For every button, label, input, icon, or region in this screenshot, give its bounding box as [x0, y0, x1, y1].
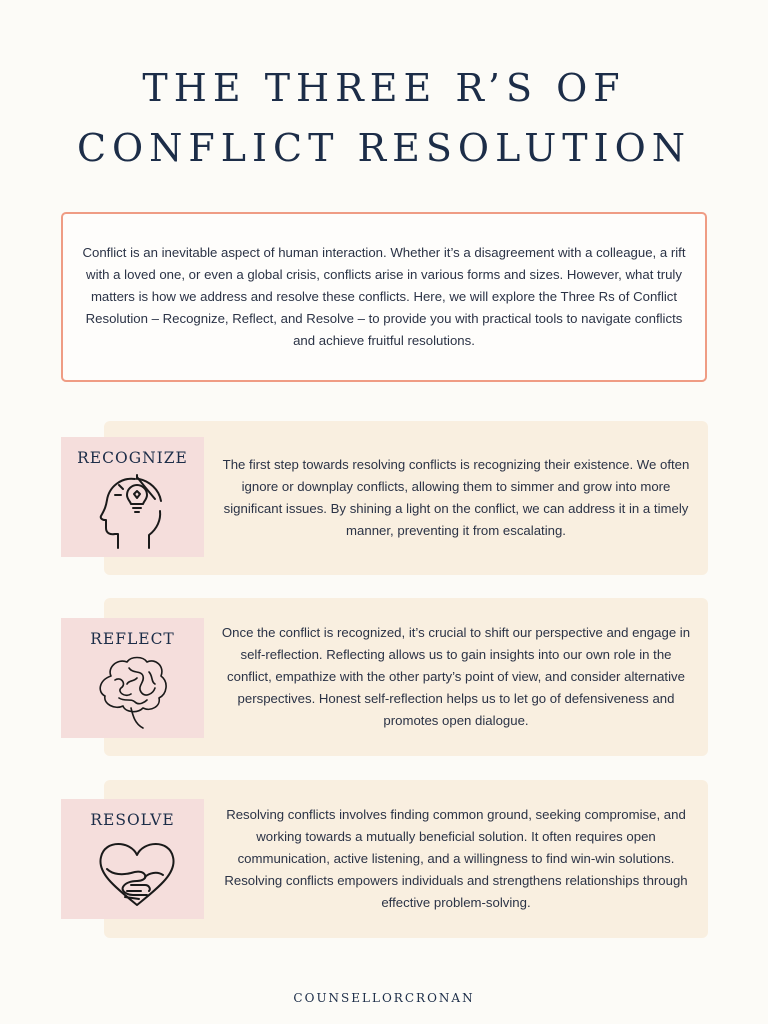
- heart-hug-icon: [97, 835, 177, 915]
- title-line-2: CONFLICT RESOLUTION: [76, 126, 692, 170]
- reflect-label: REFLECT: [90, 630, 175, 648]
- title-line-1: THE THREE R’S OF: [142, 66, 626, 110]
- reflect-text: Once the conflict is recognized, it’s crucial to shift our perspective and engage in self-reflection. Reflecting allows us to gain insights into our own role in the conflict, empathize with the other party’s point of view, and consider alternative perspectives. Honest self-reflection helps us to let go of defensiveness and promotes open dialogue.: [221, 625, 691, 728]
- resolve-text: Resolving conflicts involves finding common ground, seeking compromise, and working towards a mutually beneficial solution. It often requires open communication, active listening, and a willingness to find win-win solutions. Resolving conflicts empowers individuals and strengthens relationships through effective problem-solving.: [224, 807, 688, 910]
- resolve-label-box: [61, 799, 204, 919]
- reflect-label-box: [61, 618, 204, 738]
- head-lightbulb-icon: [97, 473, 169, 553]
- page-title: [0, 58, 768, 178]
- footer-brand: COUNSELLORCRONAN: [293, 991, 475, 1005]
- recognize-label: RECOGNIZE: [77, 449, 188, 467]
- recognize-label-box: [61, 437, 204, 557]
- intro-text: Conflict is an inevitable aspect of human interaction. Whether it’s a disagreement with a colleague, a rift with a loved one, or even a global crisis, conflicts arise in various forms and sizes. However, what truly matters is how we address and resolve these conflicts. Here, we will explore the Three Rs of Conflict Resolution – Recognize, Reflect, and Resolve – to provide you with practical tools to navigate conflicts and achieve fruitful resolutions.: [82, 245, 686, 348]
- resolve-label: RESOLVE: [90, 811, 175, 829]
- recognize-text: The first step towards resolving conflicts is recognizing their existence. We often ignore or downplay conflicts, allowing them to simmer and grow into more significant issues. By shining a light on the conflict, we can address it in a timely manner, preventing it from escalating.: [222, 457, 690, 538]
- brain-icon: [97, 654, 169, 734]
- intro-box: [61, 212, 707, 382]
